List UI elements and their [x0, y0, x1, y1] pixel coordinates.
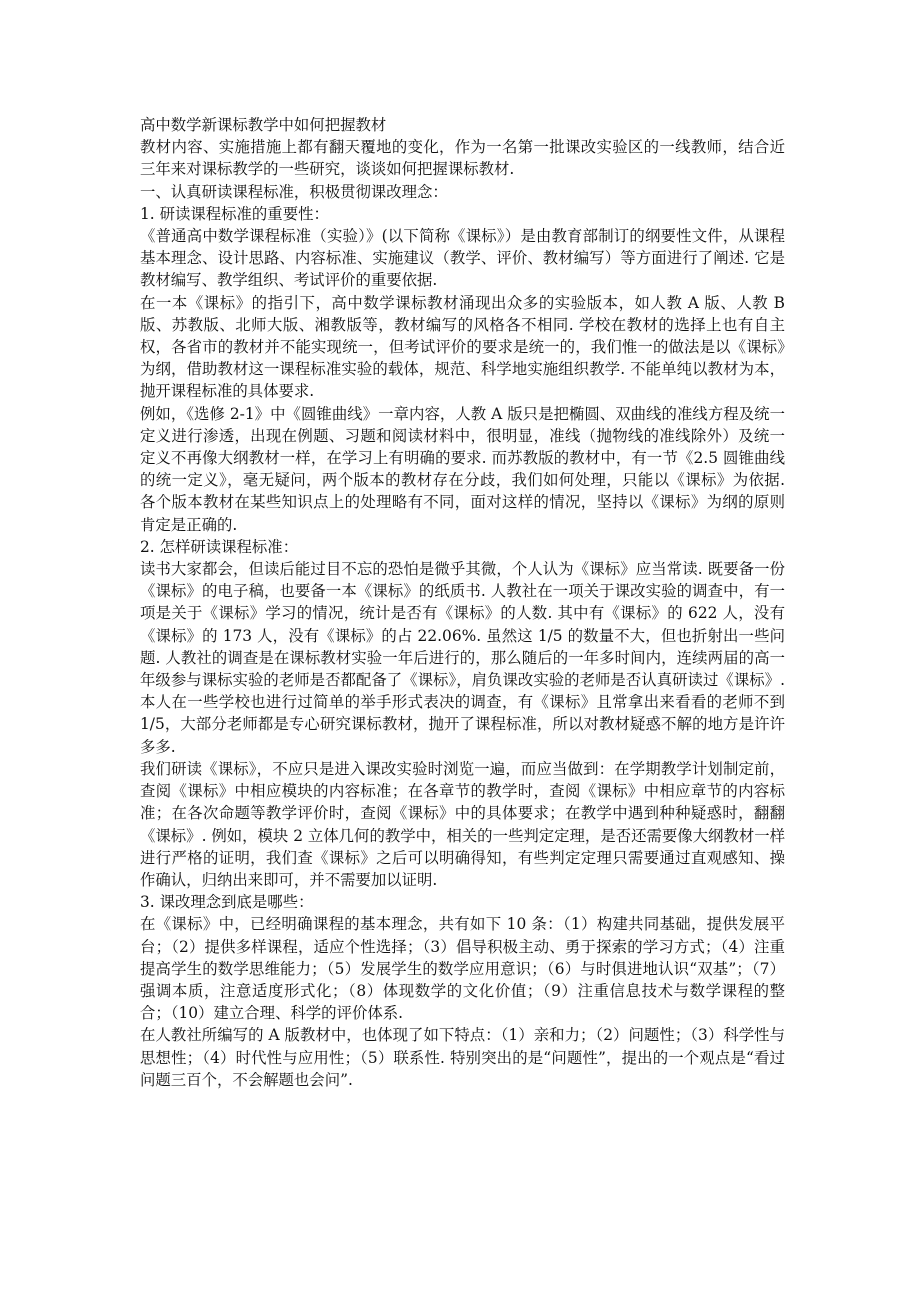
subsection-heading-3: 3. 课改理念到底是哪些： — [140, 893, 314, 912]
paragraph-survey: 读书大家都会，但读后能过目不忘的恐怕是微乎其微，个人认为《课标》应当常读. 既要备一份《课标》的电子稿，也要备一本《课标》的纸质书. 人教社在一项关于课改实验的调查中，有一项是关于《课标》学习的情况，统计是否有《课标》的人数. 其中有《课标》的 622 人，没有《课标》的 173 人，没有《课标》的占 22.06%. 虽然这 1/5 的数量不大，但也折射出一些问题. 人教社的调查是在课标教材实验一年后进行的，那么随后的一年多时间内，连续两届的高一年级参与课标实验的老师是否都配备了《课标》，肩负课改实验的老师是否认真研读过《课标》. 本人在一些学校也进行过简单的举手形式表决的调查，有《课标》且常拿出来看看的老师不到 1/5，大部分老师都是专心研究课标教材，抛开了课程标准，所以对教材疑惑不解的地方是许许多多. — [140, 560, 785, 756]
paragraph-textbook-features: 在人教社所编写的 A 版教材中，也体现了如下特点：（1）亲和力；（2）问题性；（3）科学性与思想性；（4）时代性与应用性；（5）联系性. 特别突出的是“问题性”，提出的一个观点是“看过问题三百个，不会解题也会问”. — [140, 1026, 785, 1089]
document-title: 高中数学新课标教学中如何把握教材 — [140, 116, 387, 134]
paragraph-intro: 教材内容、实施措施上都有翻天覆地的变化，作为一名第一批课改实验区的一线教师，结合近三年来对课标教学的一些研究，谈谈如何把握课标教材. — [140, 138, 785, 179]
section-heading-1: 一、认真研读课程标准，积极贯彻课改理念： — [140, 182, 448, 201]
paragraph-ten-principles: 在《课标》中，已经明确课程的基本理念，共有如下 10 条：（1）构建共同基础，提供发展平台；（2）提供多样课程，适应个性选择；（3）倡导积极主动、勇于探索的学习方式；（4）注重提高学生的数学思维能力；（5）发展学生的数学应用意识；（6）与时俱进地认识“双基”；（7）强调本质，注意适度形式化；（8）体现数学的文化价值；（9）注重信息技术与数学课程的整合；（10）建立合理、科学的评价体系. — [140, 915, 785, 1023]
subsection-heading-1: 1. 研读课程标准的重要性： — [140, 204, 329, 223]
document-page — [140, 114, 785, 1091]
paragraph-conic-example: 例如，《选修 2-1》中《圆锥曲线》一章内容，人教 A 版只是把椭圆、双曲线的准线方程及统一定义进行渗透，出现在例题、习题和阅读材料中，很明显，准线（抛物线的准线除外）及统一定义不再像大纲教材一样，在学习上有明确的要求. 而苏教版的教材中，有一节《2.5 圆锥曲线的统一定义》，毫无疑问，两个版本的教材存在分歧，我们如何处理，只能以《课标》为依据. 各个版本教材在某些知识点上的处理略有不同，面对这样的情况，坚持以《课标》为纲的原则肯定是正确的. — [140, 404, 785, 534]
paragraph-textbook-versions: 在一本《课标》的指引下，高中数学课标教材涌现出众多的实验版本，如人教 A 版、人教 B 版、苏教版、北师大版、湘教版等，教材编写的风格各不相同. 学校在教材的选择上也有自主权，各省市的教材并不能实现统一，但考试评价的要求是统一的，我们惟一的做法是以《课标》为纲，借助教材这一课程标准实验的载体，规范、科学地实施组织教学. 不能单纯以教材为本，抛开课程标准的具体要求. — [140, 293, 785, 401]
paragraph-curriculum-standard: 《普通高中数学课程标准（实验）》(以下简称《课标》）是由教育部制订的纲要性文件，从课程基本理念、设计思路、内容标准、实施建议（教学、评价、教材编写）等方面进行了阐述. 它是教材编写、教学组织、考试评价的重要依据. — [140, 227, 785, 290]
subsection-heading-2: 2. 怎样研读课程标准： — [140, 537, 299, 556]
paragraph-how-to-study: 我们研读《课标》，不应只是进入课改实验时浏览一遍，而应当做到：在学期教学计划制定前，查阅《课标》中相应模块的内容标准；在各章节的教学时，查阅《课标》中相应章节的内容标准；在各次命题等教学评价时，查阅《课标》中的具体要求；在教学中遇到种种疑惑时，翻翻《课标》. 例如，模块 2 立体几何的教学中，相关的一些判定定理，是否还需要像大纲教材一样进行严格的证明，我们查《课标》之后可以明确得知，有些判定定理只需要通过直观感知、操作确认，归纳出来即可，并不需要加以证明. — [140, 759, 785, 889]
